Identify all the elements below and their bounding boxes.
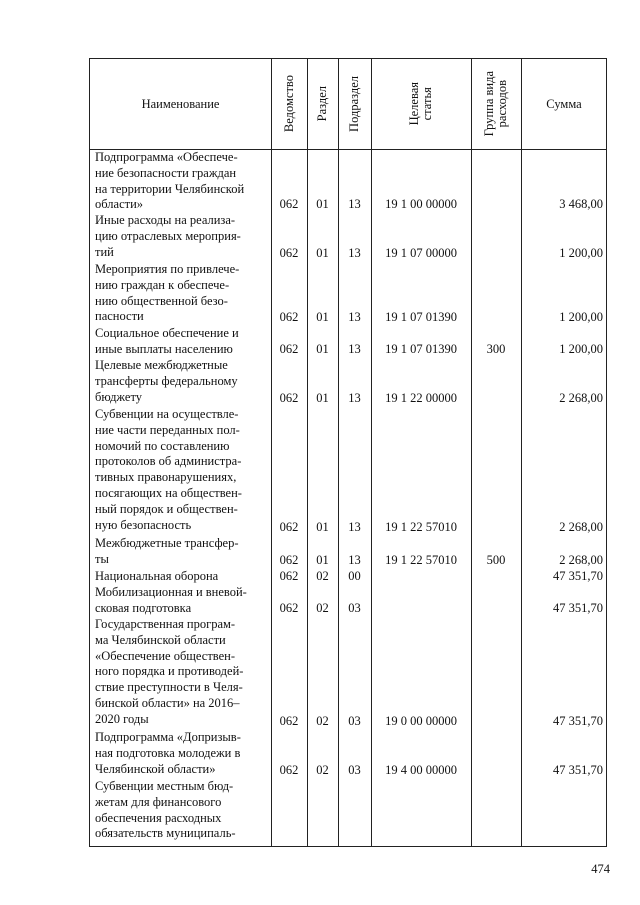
row-summa: 47 351,70	[553, 714, 603, 729]
row-celevaya: 19 1 00 00000	[385, 197, 457, 212]
row-ved: 062	[279, 553, 299, 568]
table-row	[90, 617, 607, 730]
row-name: Подпрограмма «Допризыв- ная подготовка молодежи в Челябинской области»	[95, 730, 241, 776]
row-podrazdel: 13	[348, 246, 361, 261]
header-razdel	[307, 59, 338, 149]
row-celevaya: 19 1 22 57010	[385, 520, 457, 535]
row-name: Межбюджетные трансфер- ты	[95, 536, 239, 566]
row-celevaya: 19 1 07 01390	[385, 342, 457, 357]
header-gruppa	[471, 59, 521, 149]
row-ved: 062	[279, 763, 299, 778]
row-ved: 062	[279, 569, 299, 584]
header-ved-label: Ведомство	[281, 75, 296, 133]
table-row	[90, 779, 607, 843]
row-razdel: 01	[316, 246, 329, 261]
header-ved	[271, 59, 307, 149]
budget-table	[89, 58, 607, 847]
row-summa: 47 351,70	[553, 569, 603, 584]
row-razdel: 01	[316, 553, 329, 568]
row-razdel: 02	[316, 714, 329, 729]
row-celevaya: 19 4 00 00000	[385, 763, 457, 778]
row-celevaya: 19 1 07 01390	[385, 310, 457, 325]
page-number: 474	[591, 862, 610, 876]
row-ved: 062	[279, 520, 299, 535]
table-row	[90, 213, 607, 262]
row-ved: 062	[279, 342, 299, 357]
row-ved: 062	[279, 246, 299, 261]
row-podrazdel: 03	[348, 601, 361, 616]
row-razdel: 01	[316, 391, 329, 406]
row-name: Мероприятия по привлече- нию граждан к обеспече- нию общественной безо- пасности	[95, 262, 240, 324]
row-podrazdel: 13	[348, 197, 361, 212]
row-razdel: 02	[316, 569, 329, 584]
row-name: Целевые межбюджетные трансферты федеральному бюджету	[95, 358, 238, 404]
row-celevaya: 19 1 07 00000	[385, 246, 457, 261]
row-razdel: 01	[316, 520, 329, 535]
row-summa: 1 200,00	[559, 246, 603, 261]
row-name: Подпрограмма «Обеспече- ние безопасности граждан на территории Челябинской области»	[95, 150, 245, 212]
row-celevaya: 19 0 00 00000	[385, 714, 457, 729]
table-row	[90, 536, 607, 569]
row-razdel: 02	[316, 601, 329, 616]
row-podrazdel: 13	[348, 520, 361, 535]
row-razdel: 01	[316, 310, 329, 325]
row-podrazdel: 00	[348, 569, 361, 584]
table-row	[90, 730, 607, 779]
row-name: Мобилизационная и вневой- сковая подготовка	[95, 585, 247, 615]
row-gruppa: 300	[486, 342, 506, 357]
row-razdel: 01	[316, 197, 329, 212]
table-row	[90, 569, 607, 585]
row-summa: 2 268,00	[559, 553, 603, 568]
row-ved: 062	[279, 310, 299, 325]
header-summa: Сумма	[546, 96, 582, 111]
row-name: Социальное обеспечение и иные выплаты населению	[95, 326, 239, 356]
row-podrazdel: 03	[348, 714, 361, 729]
row-summa: 2 268,00	[559, 520, 603, 535]
row-podrazdel: 13	[348, 342, 361, 357]
row-name: Субвенции местным бюд- жетам для финансового обеспечения расходных обязательств муниципаль-	[95, 779, 236, 841]
header-razdel-label: Раздел	[315, 86, 329, 122]
table-row	[90, 358, 607, 407]
row-podrazdel: 13	[348, 391, 361, 406]
row-celevaya: 19 1 22 57010	[385, 553, 457, 568]
header-celevaya-label: Целевая статья	[407, 82, 434, 126]
row-summa: 47 351,70	[553, 763, 603, 778]
header-podrazdel-label: Подраздел	[347, 76, 361, 132]
row-podrazdel: 03	[348, 763, 361, 778]
row-ved: 062	[279, 714, 299, 729]
table-row	[90, 326, 607, 358]
row-summa: 1 200,00	[559, 342, 603, 357]
header-podrazdel	[338, 59, 371, 149]
header-name: Наименование	[141, 96, 220, 111]
row-name: Национальная оборона	[95, 569, 219, 583]
row-name: Иные расходы на реализа- цию отраслевых мероприя- тий	[95, 213, 241, 259]
row-podrazdel: 13	[348, 310, 361, 325]
row-summa: 47 351,70	[553, 601, 603, 616]
row-name: Субвенции на осуществле- ние части переданных пол- номочий по составлению протоколов об администра- тивных правонарушениях, посягающих на обществен- ный порядок и обществен- ную безопасность	[95, 407, 242, 532]
row-ved: 062	[279, 391, 299, 406]
row-gruppa: 500	[486, 553, 506, 568]
header-celevaya	[371, 59, 471, 149]
row-ved: 062	[279, 197, 299, 212]
table-row	[90, 150, 607, 213]
row-name: Государственная програм- ма Челябинской области «Обеспечение обществен- ного порядка и противодей- ствие преступности в Челя- бинской области» на 2016– 2020 годы	[95, 617, 244, 726]
table-row	[90, 585, 607, 617]
row-summa: 3 468,00	[559, 197, 603, 212]
row-ved: 062	[279, 601, 299, 616]
header-gruppa-label: Группа вида расходов	[482, 71, 509, 137]
row-summa: 2 268,00	[559, 391, 603, 406]
row-summa: 1 200,00	[559, 310, 603, 325]
table-row	[90, 262, 607, 326]
row-razdel: 02	[316, 763, 329, 778]
table-row	[90, 407, 607, 536]
row-podrazdel: 13	[348, 553, 361, 568]
row-razdel: 01	[316, 342, 329, 357]
row-celevaya: 19 1 22 00000	[385, 391, 457, 406]
